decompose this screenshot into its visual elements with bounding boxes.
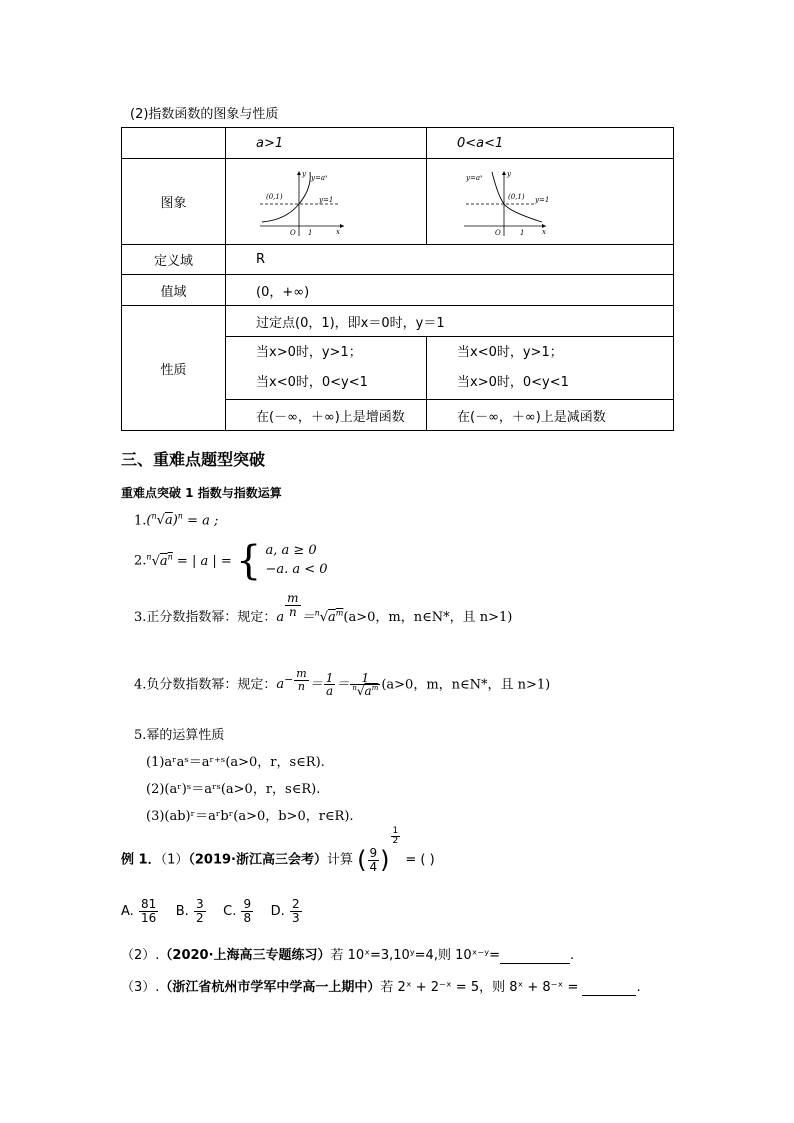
cases: a, a ≥ 0 −a. a < 0 [265, 543, 328, 577]
line-label: y=1 [319, 195, 334, 204]
option-d[interactable]: D. $\frac{2}{3}$ [270, 897, 300, 925]
rule-4: 4.负分数指数幂：规定：$a^{- \frac{m}{n}}$ ＝ $\frac{1}{a}$ ＝ $\frac{1}{^n√a^m}$ (a>0，m，n∈N*，且 n>1) [134, 667, 551, 699]
lt1-line2: 当x>0时，0<y<1 [457, 375, 569, 390]
y-arrow [297, 171, 301, 175]
subsection-title: 重难点突破 1 指数与指数运算 [121, 486, 282, 500]
curve-label: y=aˣ [311, 173, 328, 182]
y-arrow [502, 171, 506, 175]
answer-blank-q2[interactable] [500, 948, 570, 964]
point-label: (0,1) [266, 192, 283, 201]
x-axis-label: x [336, 227, 340, 236]
example-1-q1: 例 1．（1）（2019·浙江高三会考）计算 ( $\frac{9}{4}$ ) $^{\frac{1}{2}}$ = ( ) [121, 825, 435, 874]
header-a-gt-1: a>1 [226, 128, 427, 159]
increasing-exp-graph [256, 166, 346, 238]
example-1-q3: （3）.（浙江省杭州市学军中学高一上期中）若 2ˣ + 2⁻ˣ = 5，则 8ˣ + 8⁻ˣ = . [121, 980, 641, 995]
section-title: 三、重难点题型突破 [121, 450, 266, 469]
example-1-options [121, 898, 303, 924]
rule-2: $2.^n√a^n$ = | a | = { a, a ≥ 0 −a. a < 0 [134, 538, 328, 584]
range-row [122, 275, 674, 306]
rule-5-1: (1)aʳaˢ＝aʳ⁺ˢ(a>0，r，s∈R). [146, 755, 325, 770]
table-caption: (2)指数函数的图象与性质 [130, 107, 279, 122]
gt1-line2: 当x<0时，0<y<1 [256, 375, 368, 390]
x-axis-label: x [542, 227, 546, 236]
graph-cell-increasing [226, 159, 427, 245]
lt1-line1: 当x<0时，y>1； [457, 345, 563, 360]
option-b[interactable]: B. $\frac{3}{2}$ [175, 897, 204, 925]
y-axis-label: y [507, 169, 511, 178]
cases-brace: { [235, 538, 262, 584]
row-label-property: 性质 [122, 306, 226, 431]
lt1-sign-cell [427, 337, 674, 400]
y-axis-label: y [302, 169, 306, 178]
example-1-q2: （2）.（2020·上海高三专题练习）若 10ˣ=3,10ʸ=4,则 10ˣ⁻ʸ= . [121, 948, 575, 963]
exp-function-table [121, 127, 674, 431]
gt1-sign-cell [226, 337, 427, 400]
x-arrow [340, 224, 344, 228]
header-0-lt-a-lt-1: 0<a<1 [427, 128, 674, 159]
origin-label: O [495, 228, 501, 237]
domain-row [122, 245, 674, 275]
range-value: (0，+∞) [226, 275, 674, 306]
graph-row [122, 159, 674, 245]
rule-5-3: (3)(ab)ʳ＝aʳbʳ(a>0，b>0，r∈R). [146, 809, 354, 824]
rule-5-2: (2)(aʳ)ˢ＝aʳˢ(a>0，r，s∈R). [146, 782, 321, 797]
origin-label: O [290, 228, 296, 237]
lt1-monotone: 在(－∞，＋∞)上是减函数 [427, 400, 674, 431]
curve-label: y=aˣ [466, 173, 483, 182]
point-label: (0,1) [508, 192, 525, 201]
row-label-graph: 图象 [122, 159, 226, 245]
tick-label: 1 [308, 228, 313, 237]
answer-blank-q3[interactable] [582, 980, 636, 996]
graph-cell-decreasing [427, 159, 674, 245]
gt1-line1: 当x>0时，y>1； [256, 345, 362, 360]
tick-label: 1 [520, 228, 525, 237]
option-a[interactable]: A. $\frac{81}{16}$ [121, 897, 157, 925]
fixed-point-text: 过定点(0，1)，即x＝0时，y＝1 [226, 306, 674, 337]
fixed-point-row [122, 306, 674, 337]
rule-1: $1.(^n√a)^n = a$ ; [134, 512, 219, 529]
corner-cell [122, 128, 226, 159]
row-label-domain: 定义域 [122, 245, 226, 275]
gt1-monotone: 在(－∞，＋∞)上是增函数 [226, 400, 427, 431]
rule-3: 3.正分数指数幂：规定：a $\frac{m}{n}$ $=^n√a^m(a>0$，m，n∈N*，且 n>1) [134, 591, 513, 625]
row-label-range: 值域 [122, 275, 226, 306]
line-label: y=1 [535, 195, 550, 204]
domain-value: R [226, 245, 674, 275]
decreasing-exp-graph [462, 166, 552, 238]
option-c[interactable]: C. $\frac{9}{8}$ [223, 897, 252, 925]
rule-5-title: 5.幂的运算性质 [134, 728, 225, 743]
header-row [122, 128, 674, 159]
